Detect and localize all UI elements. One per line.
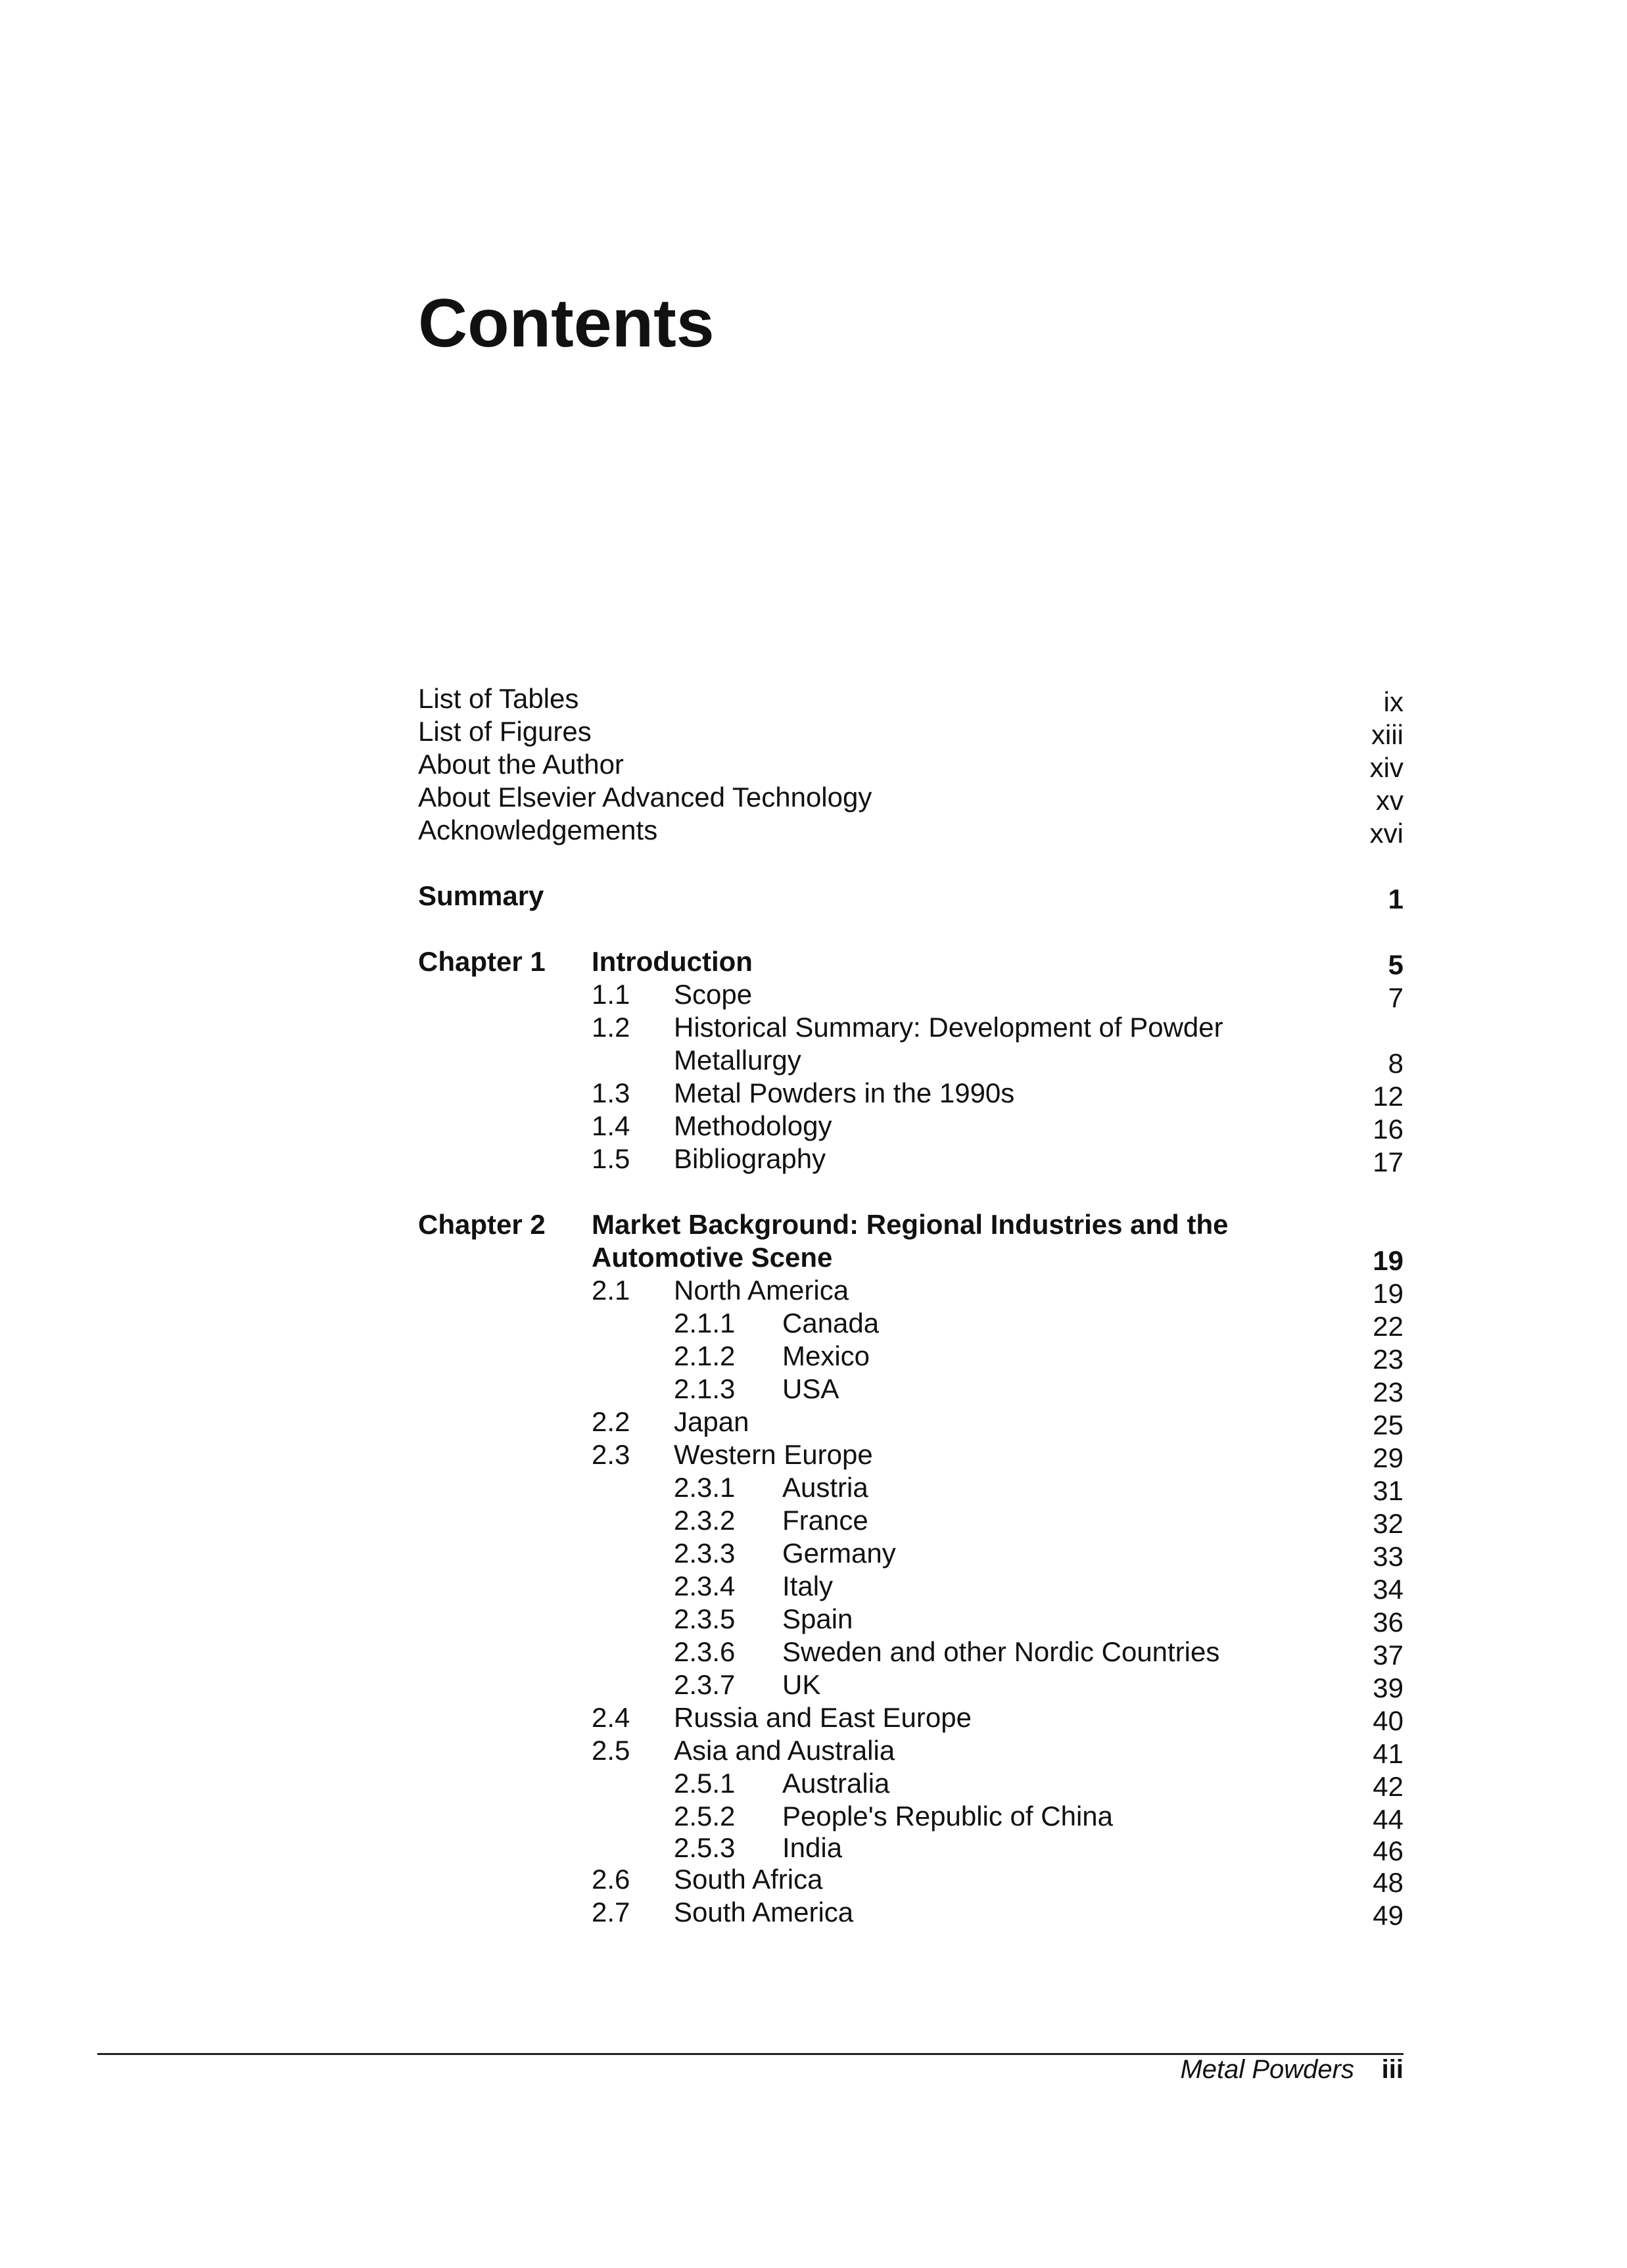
toc-entry-page: xvi (1369, 818, 1403, 849)
section-number: 1.4 (592, 1110, 630, 1141)
section-page: 17 (1373, 1146, 1403, 1177)
subsection-number: 2.3.7 (674, 1669, 736, 1700)
section-number: 1.2 (592, 1012, 630, 1043)
section-title: North America (674, 1275, 849, 1306)
section-title: Methodology (674, 1110, 832, 1141)
toc-entry-label: List of Tables (418, 683, 579, 714)
subsection-title: People's Republic of China (782, 1801, 1113, 1831)
subsection-title: UK (782, 1669, 821, 1700)
section-page: 41 (1373, 1738, 1403, 1769)
chapter-2-page: 19 (1373, 1245, 1403, 1276)
subsection-title: India (782, 1832, 843, 1863)
subsection-number: 2.1.2 (674, 1340, 736, 1371)
subsection-number: 2.3.4 (674, 1571, 736, 1601)
subsection-title: Germany (782, 1538, 896, 1569)
toc-entry-label: Acknowledgements (418, 815, 658, 845)
subsection-page: 46 (1373, 1835, 1403, 1866)
section-title: Bibliography (674, 1143, 826, 1174)
subsection-number: 2.5.3 (674, 1832, 736, 1863)
subsection-page: 31 (1373, 1475, 1403, 1506)
subsection-page: 44 (1373, 1804, 1403, 1835)
section-page: 49 (1373, 1900, 1403, 1931)
toc-entry-label: About the Author (418, 749, 624, 780)
chapter-2-title: Market Background: Regional Industries and the (592, 1209, 1229, 1240)
page-title: Contents (418, 285, 715, 362)
section-page: 25 (1373, 1409, 1403, 1440)
section-page: 19 (1373, 1278, 1403, 1309)
subsection-title: Spain (782, 1603, 853, 1634)
section-title: Scope (674, 979, 753, 1010)
section-title: Metal Powders in the 1990s (674, 1077, 1015, 1108)
section-number: 2.2 (592, 1406, 630, 1437)
subsection-page: 32 (1373, 1508, 1403, 1539)
subsection-title: Sweden and other Nordic Countries (782, 1636, 1220, 1667)
section-title-continued: Metallurgy (674, 1045, 801, 1075)
section-page: 29 (1373, 1442, 1403, 1473)
section-number: 2.7 (592, 1897, 630, 1927)
subsection-number: 2.3.6 (674, 1636, 736, 1667)
toc-entry-page: xv (1376, 785, 1403, 816)
running-footer-title: Metal Powders (1180, 2055, 1354, 2084)
subsection-title: Mexico (782, 1340, 870, 1371)
subsection-title: France (782, 1505, 868, 1536)
section-title: Japan (674, 1406, 749, 1437)
section-page: 12 (1373, 1081, 1403, 1112)
section-number: 2.3 (592, 1439, 630, 1470)
subsection-title: Austria (782, 1472, 868, 1503)
chapter-1-page: 5 (1388, 949, 1403, 980)
subsection-title: USA (782, 1373, 839, 1404)
section-number: 2.5 (592, 1735, 630, 1766)
subsection-title: Canada (782, 1308, 880, 1338)
subsection-page: 22 (1373, 1311, 1403, 1342)
section-page: 40 (1373, 1705, 1403, 1736)
chapter-1-title: Introduction (592, 946, 753, 977)
subsection-page: 36 (1373, 1607, 1403, 1638)
section-title: Western Europe (674, 1439, 873, 1470)
subsection-page: 23 (1373, 1377, 1403, 1407)
summary-label: Summary (418, 880, 544, 911)
folio-page-number: iii (1381, 2055, 1403, 2084)
subsection-page: 33 (1373, 1541, 1403, 1572)
toc-entry-page: xiv (1369, 752, 1403, 783)
section-number: 2.4 (592, 1702, 630, 1733)
chapter-2-label: Chapter 2 (418, 1209, 546, 1240)
toc-entry-label: About Elsevier Advanced Technology (418, 782, 872, 813)
toc-entry-page: ix (1383, 686, 1403, 717)
subsection-page: 37 (1373, 1640, 1403, 1670)
subsection-number: 2.3.5 (674, 1603, 736, 1634)
toc-entry-page: xiii (1371, 719, 1403, 750)
subsection-number: 2.5.2 (674, 1801, 736, 1831)
chapter-2-title-continued: Automotive Scene (592, 1242, 833, 1273)
section-number: 1.1 (592, 979, 630, 1010)
subsection-page: 34 (1373, 1574, 1403, 1605)
subsection-number: 2.1.3 (674, 1373, 736, 1404)
toc-entry-label: List of Figures (418, 716, 592, 747)
subsection-page: 23 (1373, 1344, 1403, 1375)
chapter-1-label: Chapter 1 (418, 946, 546, 977)
section-page: 7 (1388, 982, 1403, 1013)
subsection-number: 2.3.1 (674, 1472, 736, 1503)
section-title: Asia and Australia (674, 1735, 895, 1766)
section-page: 16 (1373, 1114, 1403, 1145)
subsection-page: 39 (1373, 1672, 1403, 1703)
subsection-number: 2.1.1 (674, 1308, 736, 1338)
subsection-page: 42 (1373, 1771, 1403, 1802)
summary-page: 1 (1388, 884, 1403, 914)
subsection-title: Italy (782, 1571, 834, 1601)
subsection-number: 2.5.1 (674, 1768, 736, 1799)
section-number: 1.5 (592, 1143, 630, 1174)
subsection-number: 2.3.2 (674, 1505, 736, 1536)
section-number: 2.1 (592, 1275, 630, 1306)
section-title: Historical Summary: Development of Powder (674, 1012, 1223, 1043)
subsection-title: Australia (782, 1768, 890, 1799)
subsection-number: 2.3.3 (674, 1538, 736, 1569)
section-number: 2.6 (592, 1864, 630, 1895)
section-title: South Africa (674, 1864, 823, 1895)
section-number: 1.3 (592, 1077, 630, 1108)
section-page: 8 (1388, 1048, 1403, 1079)
section-title: South America (674, 1897, 854, 1927)
section-page: 48 (1373, 1867, 1403, 1898)
section-title: Russia and East Europe (674, 1702, 972, 1733)
